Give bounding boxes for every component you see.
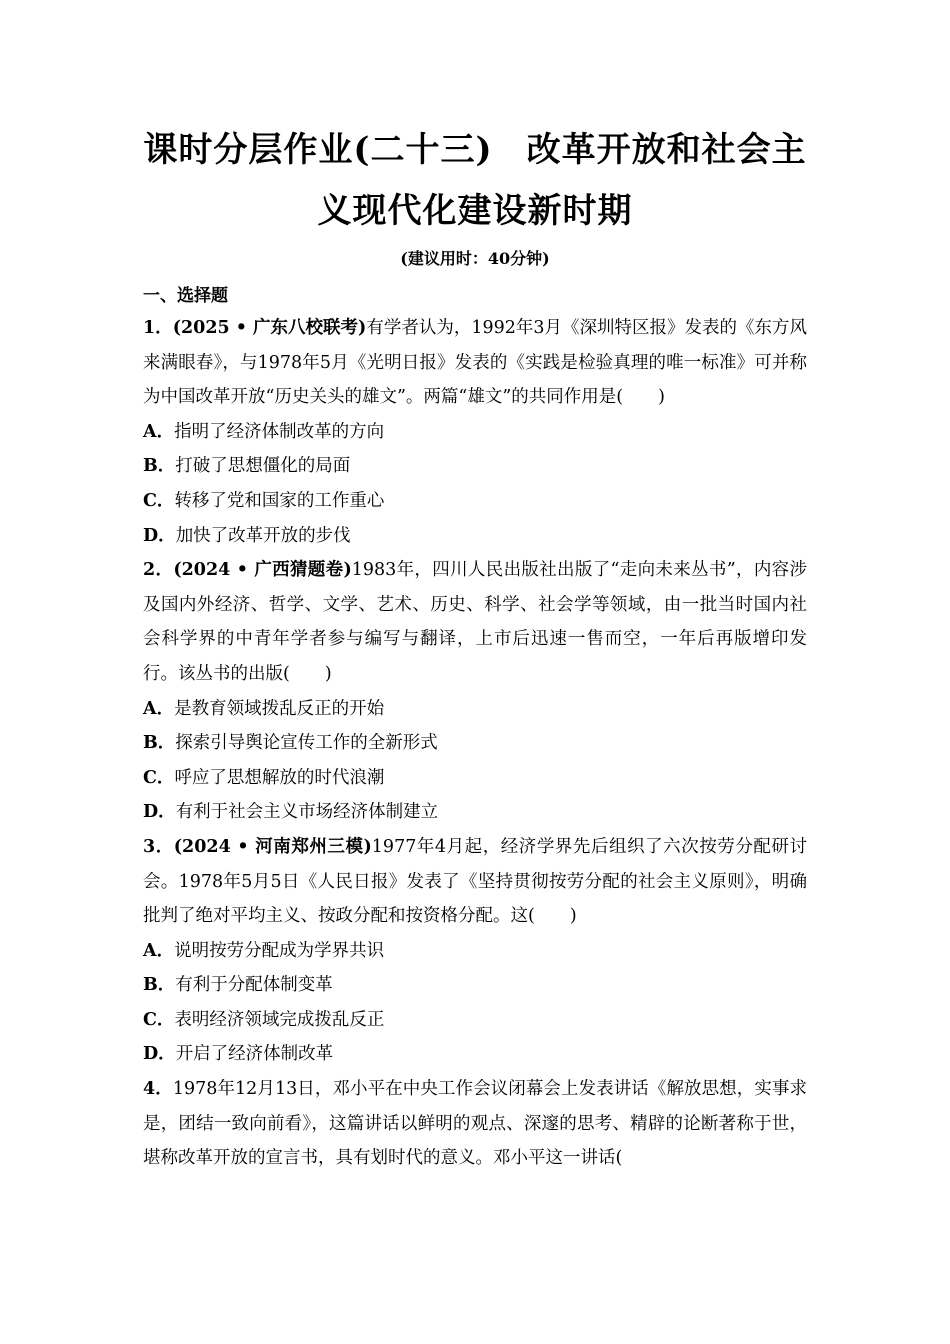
option-text: 是教育领域拨乱反正的开始 bbox=[174, 698, 385, 719]
option-letter: C． bbox=[143, 490, 175, 511]
option-a[interactable] bbox=[143, 692, 807, 727]
question-2 bbox=[143, 553, 807, 830]
option-letter: C． bbox=[143, 767, 175, 788]
question-text: 1977年4月起，经济学界先后组织了六次按劳分配研讨会。1978年5月5日《人民日报》发表了《坚持贯彻按劳分配的社会主义原则》，明确批判了绝对平均主义、按政分配和按资格分配。这( ) bbox=[143, 836, 807, 927]
option-text: 打破了思想僵化的局面 bbox=[175, 456, 351, 477]
option-letter: D． bbox=[143, 1044, 176, 1065]
question-list bbox=[143, 281, 807, 1176]
option-b[interactable] bbox=[143, 726, 807, 761]
option-letter: A． bbox=[143, 698, 175, 719]
question-number: 1． bbox=[143, 318, 173, 338]
suggested-time: (建议用时：40分钟) bbox=[400, 249, 550, 268]
question-text: 1983年，四川人民出版社出版了“走向未来丛书”，内容涉及国内外经济、哲学、文学、艺术、历史、科学、社会学等领域，由一批当时国内社会科学界的中青年学者参与编写与翻译，上市后迅速一售而空，一年后再版增印发行。该丛书的出版( ) bbox=[143, 560, 807, 684]
question-1 bbox=[143, 311, 807, 553]
question-source: (2024 • 广西猜题卷) bbox=[173, 560, 352, 581]
option-c[interactable] bbox=[143, 761, 807, 796]
option-c[interactable] bbox=[143, 484, 807, 519]
question-source: (2024 • 河南郑州三模) bbox=[173, 836, 372, 857]
option-letter: A． bbox=[143, 940, 175, 961]
option-text: 转移了党和国家的工作重心 bbox=[174, 490, 385, 511]
question-stem bbox=[143, 1072, 807, 1176]
question-text: 1978年12月13日，邓小平在中央工作会议闭幕会上发表讲话《解放思想，实事求是，团结一致向前看》，这篇讲话以鲜明的观点、深邃的思考、精辟的论断著称于世，堪称改革开放的宣言书，具有划时代的意义。邓小平这一讲话( bbox=[143, 1079, 807, 1169]
option-text: 呼应了思想解放的时代浪潮 bbox=[174, 767, 385, 788]
page-title-line-2: 义现代化建设新时期 bbox=[317, 191, 633, 231]
option-letter: B． bbox=[143, 456, 176, 477]
option-letter: B． bbox=[143, 975, 176, 996]
option-d[interactable] bbox=[143, 1037, 807, 1072]
option-text: 开启了经济体制改革 bbox=[175, 1044, 334, 1065]
option-a[interactable] bbox=[143, 934, 807, 969]
option-text: 表明经济领域完成拨乱反正 bbox=[174, 1009, 385, 1030]
question-4 bbox=[143, 1072, 807, 1176]
option-text: 有利于分配体制变革 bbox=[175, 975, 333, 996]
option-text: 探索引导舆论宣传工作的全新形式 bbox=[175, 733, 438, 754]
question-text: 有学者认为，1992年3月《深圳特区报》发表的《东方风来满眼春》，与1978年5月《光明日报》发表的《实践是检验真理的唯一标准》可并称为中国改革开放“历史关头的雄文”。两篇“雄文”的共同作用是( ) bbox=[143, 318, 807, 408]
question-source: (2025 • 广东八校联考) bbox=[172, 318, 367, 338]
section-heading: 一、选择题 bbox=[143, 286, 228, 306]
option-letter: B． bbox=[143, 733, 176, 754]
option-letter: C． bbox=[143, 1009, 175, 1030]
option-text: 说明按劳分配成为学界共识 bbox=[174, 940, 385, 961]
question-number: 3． bbox=[143, 836, 174, 857]
option-text: 指明了经济体制改革的方向 bbox=[174, 421, 385, 442]
option-c[interactable] bbox=[143, 1003, 807, 1038]
option-text: 加快了改革开放的步伐 bbox=[175, 525, 351, 546]
option-d[interactable] bbox=[143, 519, 807, 554]
title-part-2: 改革开放和社会主 bbox=[526, 130, 807, 170]
option-letter: D． bbox=[143, 802, 176, 823]
title-part-1: 课时分层作业(二十三) bbox=[143, 130, 493, 170]
question-3 bbox=[143, 830, 807, 1072]
option-letter: D． bbox=[143, 525, 176, 546]
page-title-line-1 bbox=[0, 130, 950, 170]
question-stem bbox=[143, 311, 807, 415]
question-number: 2． bbox=[143, 560, 174, 581]
question-stem bbox=[143, 830, 807, 934]
question-stem bbox=[143, 553, 807, 691]
option-b[interactable] bbox=[143, 449, 807, 484]
option-a[interactable] bbox=[143, 415, 807, 450]
option-letter: A． bbox=[143, 421, 175, 442]
option-d[interactable] bbox=[143, 795, 807, 830]
option-b[interactable] bbox=[143, 968, 807, 1003]
option-text: 有利于社会主义市场经济体制建立 bbox=[175, 802, 439, 823]
question-number: 4． bbox=[143, 1079, 173, 1100]
